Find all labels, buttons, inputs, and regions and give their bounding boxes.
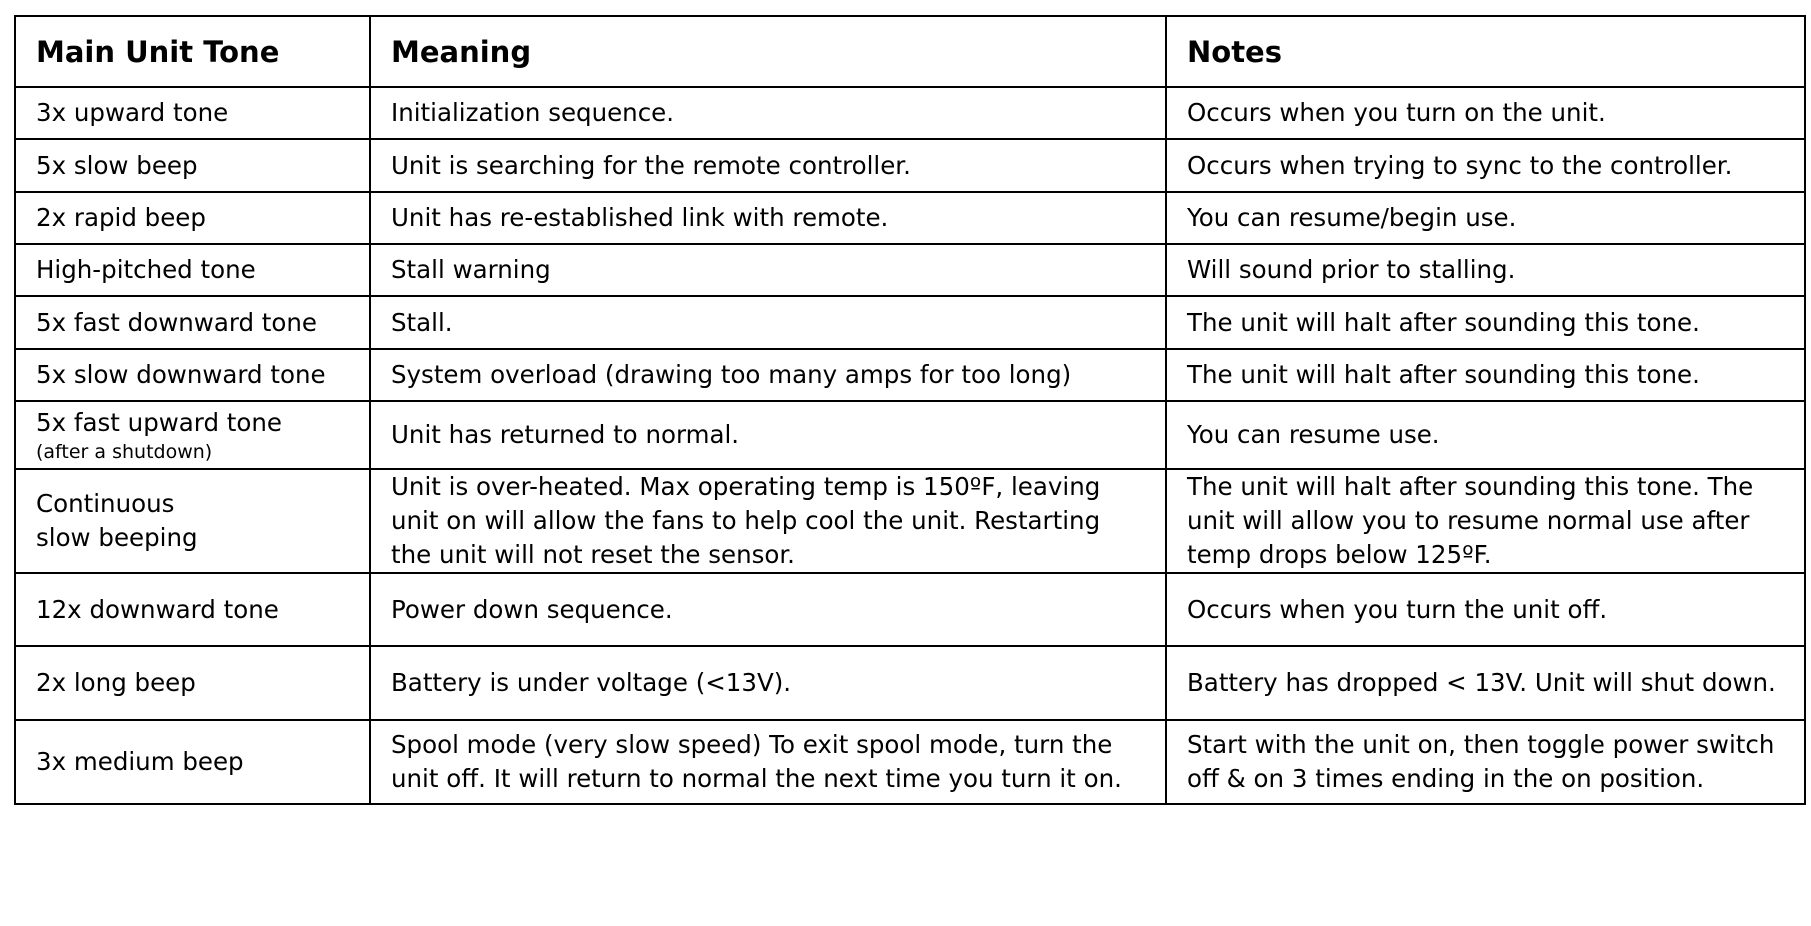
notes-cell: Occurs when you turn on the unit. [1166,87,1805,139]
table-row [15,192,1805,244]
notes-cell: Will sound prior to stalling. [1166,244,1805,296]
meaning-cell: Spool mode (very slow speed) To exit spool mode, turn the unit off. It will return to normal the next time you turn it on. [370,720,1166,804]
table-row [15,244,1805,296]
meaning-cell: Unit is over-heated. Max operating temp is 150ºF, leaving unit on will allow the fans to help cool the unit. Restarting the unit will not reset the sensor. [370,469,1166,573]
table-body [15,87,1805,804]
meaning-cell: Initialization sequence. [370,87,1166,139]
meaning-cell: Stall warning [370,244,1166,296]
tone-label: 5x slow downward tone [36,360,326,389]
tone-label: 2x rapid beep [36,203,206,232]
tone-reference-table [14,15,1806,805]
tone-cell [15,139,370,192]
table-row [15,646,1805,720]
table-row [15,573,1805,646]
tone-cell [15,646,370,720]
tone-label: 5x fast upward tone [36,408,282,437]
tone-sublabel: (after a shutdown) [36,441,213,463]
tone-label: 5x slow beep [36,150,198,180]
table-row [15,139,1805,192]
meaning-cell: Unit has re-established link with remote. [370,192,1166,244]
table-row [15,720,1805,804]
notes-cell: You can resume/begin use. [1166,192,1805,244]
notes-cell: The unit will halt after sounding this tone. [1166,296,1805,349]
table-header-row [15,16,1805,87]
notes-cell: Occurs when you turn the unit off. [1166,573,1805,646]
tone-label: Continuous slow beeping [36,489,198,552]
tone-cell [15,573,370,646]
meaning-cell: Unit has returned to normal. [370,401,1166,469]
tone-cell [15,87,370,139]
notes-cell: The unit will halt after sounding this tone. The unit will allow you to resume normal use after temp drops below 125ºF. [1166,469,1805,573]
tone-cell [15,720,370,804]
tone-label: 12x downward tone [36,594,279,624]
column-header-meaning: Meaning [370,16,1166,87]
tone-label: 3x upward tone [36,98,229,127]
tone-cell [15,349,370,401]
meaning-cell: Power down sequence. [370,573,1166,646]
notes-cell: You can resume use. [1166,401,1805,469]
notes-cell: Occurs when trying to sync to the controller. [1166,139,1805,192]
notes-cell: Start with the unit on, then toggle power switch off & on 3 times ending in the on position. [1166,720,1805,804]
column-header-notes: Notes [1166,16,1805,87]
tone-cell [15,296,370,349]
table-row [15,469,1805,573]
meaning-cell: Unit is searching for the remote controller. [370,139,1166,192]
table-row [15,349,1805,401]
tone-cell [15,401,370,469]
tone-cell [15,469,370,573]
meaning-cell: Battery is under voltage (<13V). [370,646,1166,720]
tone-label: 2x long beep [36,668,196,697]
notes-cell: The unit will halt after sounding this tone. [1166,349,1805,401]
tone-label: High-pitched tone [36,255,256,284]
meaning-cell: Stall. [370,296,1166,349]
notes-cell: Battery has dropped < 13V. Unit will shut down. [1166,646,1805,720]
tone-label: 5x fast downward tone [36,307,318,337]
column-header-tone: Main Unit Tone [15,16,370,87]
table-row [15,401,1805,469]
tone-label: 3x medium beep [36,747,244,776]
table-row [15,296,1805,349]
meaning-cell: System overload (drawing too many amps for too long) [370,349,1166,401]
tone-cell [15,244,370,296]
table-row [15,87,1805,139]
tone-cell [15,192,370,244]
